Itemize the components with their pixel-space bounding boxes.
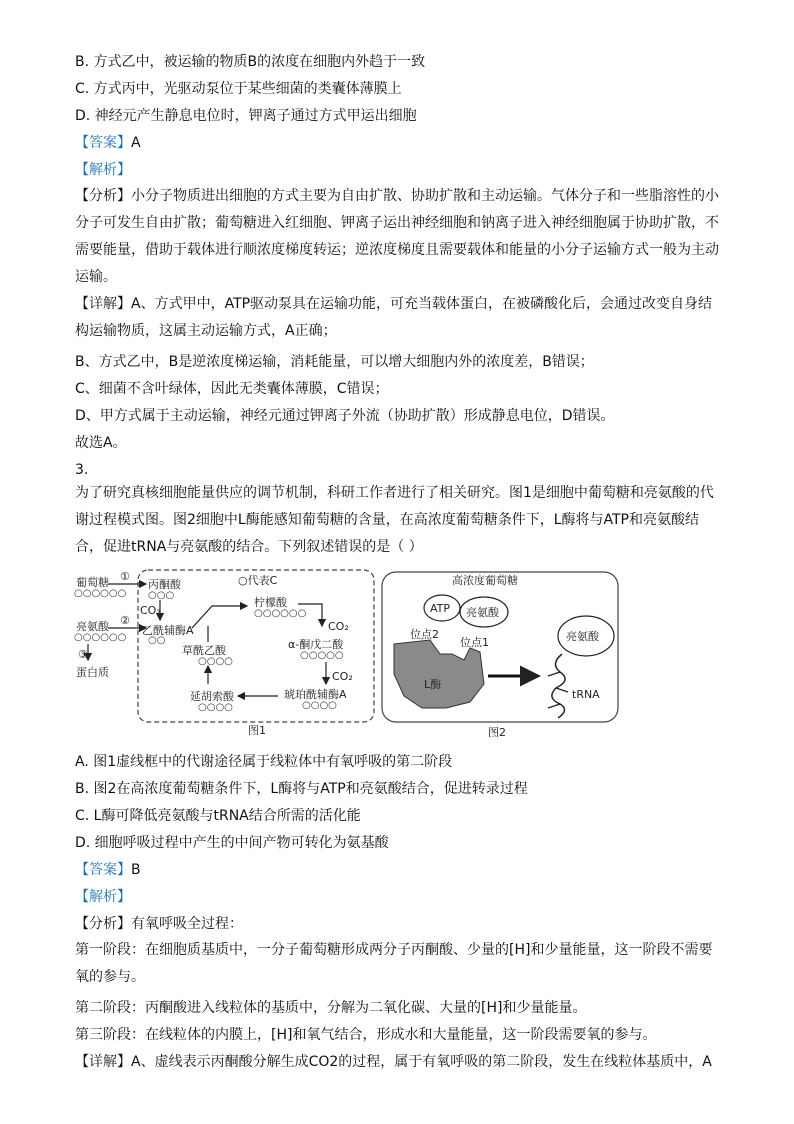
answer-line <box>75 133 725 153</box>
q3-answer-value: B <box>131 862 141 878</box>
analysis-heading <box>75 160 725 180</box>
detail-a: A、方式甲中，ATP驱动泵具在运输功能，可充当载体蛋白，在被磷酸化后，会通过改变自身结构运输物质，这属主动运输方式，A正确； <box>75 296 713 339</box>
pyruvate-dots: ○○○ <box>148 590 175 601</box>
leucine-dots: ○○○○○○ <box>74 632 127 643</box>
oxaloacetate-dots: ○○○○ <box>198 656 233 667</box>
figure2-caption: 图2 <box>488 726 506 739</box>
q3-answer-tag: 【答案】 <box>75 862 131 878</box>
option-b: B. 方式乙中，被运输的物质B的浓度在细胞内外趋于一致 <box>75 54 426 70</box>
q3-detail-tag: 【详解】 <box>75 1054 131 1070</box>
q3-answer-line <box>75 860 725 880</box>
analysis-tag: 【解析】 <box>75 162 131 178</box>
q3-option-c: C. L酶可降低亮氨酸与tRNA结合所需的活化能 <box>75 808 361 824</box>
leucine-label-1: 亮氨酸 <box>466 606 499 619</box>
step-3: ③ <box>78 648 88 661</box>
answer-tag: 【答案】 <box>75 135 131 151</box>
q3-option-b: B. 图2在高浓度葡萄糖条件下，L酶将与ATP和亮氨酸结合，促进转录过程 <box>75 781 528 797</box>
glucose-label: 葡萄糖 <box>76 576 109 589</box>
fumarate-dots: ○○○○ <box>198 702 233 713</box>
l-enzyme-label: L酶 <box>424 678 442 691</box>
q3-analysis-heading <box>75 887 725 907</box>
akg-label: α-酮戊二酸 <box>288 638 344 651</box>
fenxi-text: 小分子物质进出细胞的方式主要为自由扩散、协助扩散和主动运输。气体分子和一些脂溶性的小分子可发生自由扩散；葡萄糖进入红细胞、钾离子运出神经细胞和钠离子进入神经细胞属于协助扩散，不需要能量，借助于载体进行顺浓度梯度转运；逆浓度梯度且需要载体和能量的小分子运输方式一般为主动运输。 <box>75 188 719 285</box>
conclusion: 故选A。 <box>75 435 127 451</box>
acetyl-dots: ○○ <box>148 635 166 646</box>
legend-c: ○代表C <box>238 574 278 587</box>
answer-value: A <box>131 135 141 151</box>
co2-3: CO₂ <box>332 670 353 683</box>
figure1-caption: 图1 <box>248 724 266 737</box>
succinyl-coa-label: 琥珀酰辅酶A <box>284 688 347 701</box>
q3-fenxi-text: 有氧呼吸全过程： <box>131 916 243 932</box>
protein-label: 蛋白质 <box>76 666 109 679</box>
detail-d: D、甲方式属于主动运输，神经元通过钾离子外流（协助扩散）形成静息电位，D错误。 <box>75 408 615 424</box>
q3-option-d: D. 细胞呼吸过程中产生的中间产物可转化为氨基酸 <box>75 835 389 851</box>
co2-1: CO₂ <box>140 604 161 617</box>
stage1: 第一阶段：在细胞质基质中，一分子葡萄糖形成两分子丙酮酸、少量的[H]和少量能量，这一阶段不需要氧的参与。 <box>75 942 713 985</box>
fenxi-tag: 【分析】 <box>75 188 131 204</box>
site1-label: 位点1 <box>460 636 489 649</box>
analysis-paragraph <box>75 183 720 291</box>
question-stem: 为了研究真核细胞能量供应的调节机制，科研工作者进行了相关研究。图1是细胞中葡萄糖和亮氨酸的代谢过程模式图。图2细胞中L酶能感知葡萄糖的含量，在高浓度葡萄糖条件下，L酶将与ATP和亮氨酸结合，促进tRNA与亮氨酸的结合。下列叙述错误的是（ ） <box>75 485 714 555</box>
q3-fenxi-tag: 【分析】 <box>75 916 131 932</box>
stage2: 第二阶段：丙酮酸进入线粒体的基质中，分解为二氧化碳、大量的[H]和少量能量。 <box>75 1000 587 1016</box>
citrate-dots: ○○○○○○ <box>254 608 307 619</box>
option-d: D. 神经元产生静息电位时，钾离子通过方式甲运出细胞 <box>75 108 417 124</box>
detail-paragraph <box>75 291 720 345</box>
co2-2: CO₂ <box>328 620 349 633</box>
acetyl-coa-label: 乙酰辅酶A <box>142 624 194 637</box>
detail-b: B、方式乙中，B是逆浓度梯运输，消耗能量，可以增大细胞内外的浓度差，B错误； <box>75 354 594 370</box>
detail-tag: 【详解】 <box>75 296 131 312</box>
to-citrate-arrow <box>192 606 247 628</box>
q3-fenxi-line <box>75 914 725 934</box>
fumarate-label: 延胡索酸 <box>190 690 234 703</box>
q3-analysis-tag: 【解析】 <box>75 889 131 905</box>
oxaloacetate-label: 草酰乙酸 <box>182 644 226 657</box>
citrate-label: 柠檬酸 <box>254 596 287 609</box>
high-glucose-title: 高浓度葡萄糖 <box>452 574 518 587</box>
trna-label: tRNA <box>572 688 600 701</box>
q3-option-a: A. 图1虚线框中的代谢途径属于线粒体中有氧呼吸的第二阶段 <box>75 754 453 770</box>
akg-dots: ○○○○○ <box>300 650 344 661</box>
leucine-label-2: 亮氨酸 <box>566 630 599 643</box>
detail-c: C、细菌不含叶绿体，因此无类囊体薄膜，C错误； <box>75 381 389 397</box>
step-1: ① <box>120 570 130 583</box>
q3-detail-text: A、虚线表示丙酮酸分解生成CO2的过程，属于有氧呼吸的第二阶段，发生在线粒体基质中，A <box>131 1054 712 1070</box>
question-number: 3. <box>75 462 89 478</box>
trna-strand <box>552 654 565 718</box>
atp-label: ATP <box>430 602 451 615</box>
stage3: 第三阶段：在线粒体的内膜上，[H]和氧气结合，形成水和大量能量，这一阶段需要氧的参与。 <box>75 1027 657 1043</box>
succinyl-dots: ○○○○ <box>302 700 337 711</box>
site2-label: 位点2 <box>410 628 439 641</box>
leucine-label: 亮氨酸 <box>76 620 109 633</box>
pyruvate-label: 丙酮酸 <box>148 578 181 591</box>
q3-detail-line <box>75 1052 725 1072</box>
glucose-dots: ○○○○○○ <box>74 588 127 599</box>
option-c: C. 方式丙中，光驱动泵位于某些细菌的类囊体薄膜上 <box>75 81 402 97</box>
step-2: ② <box>120 614 130 627</box>
figure-metabolism <box>72 568 632 740</box>
l-enzyme-shape <box>394 640 484 708</box>
